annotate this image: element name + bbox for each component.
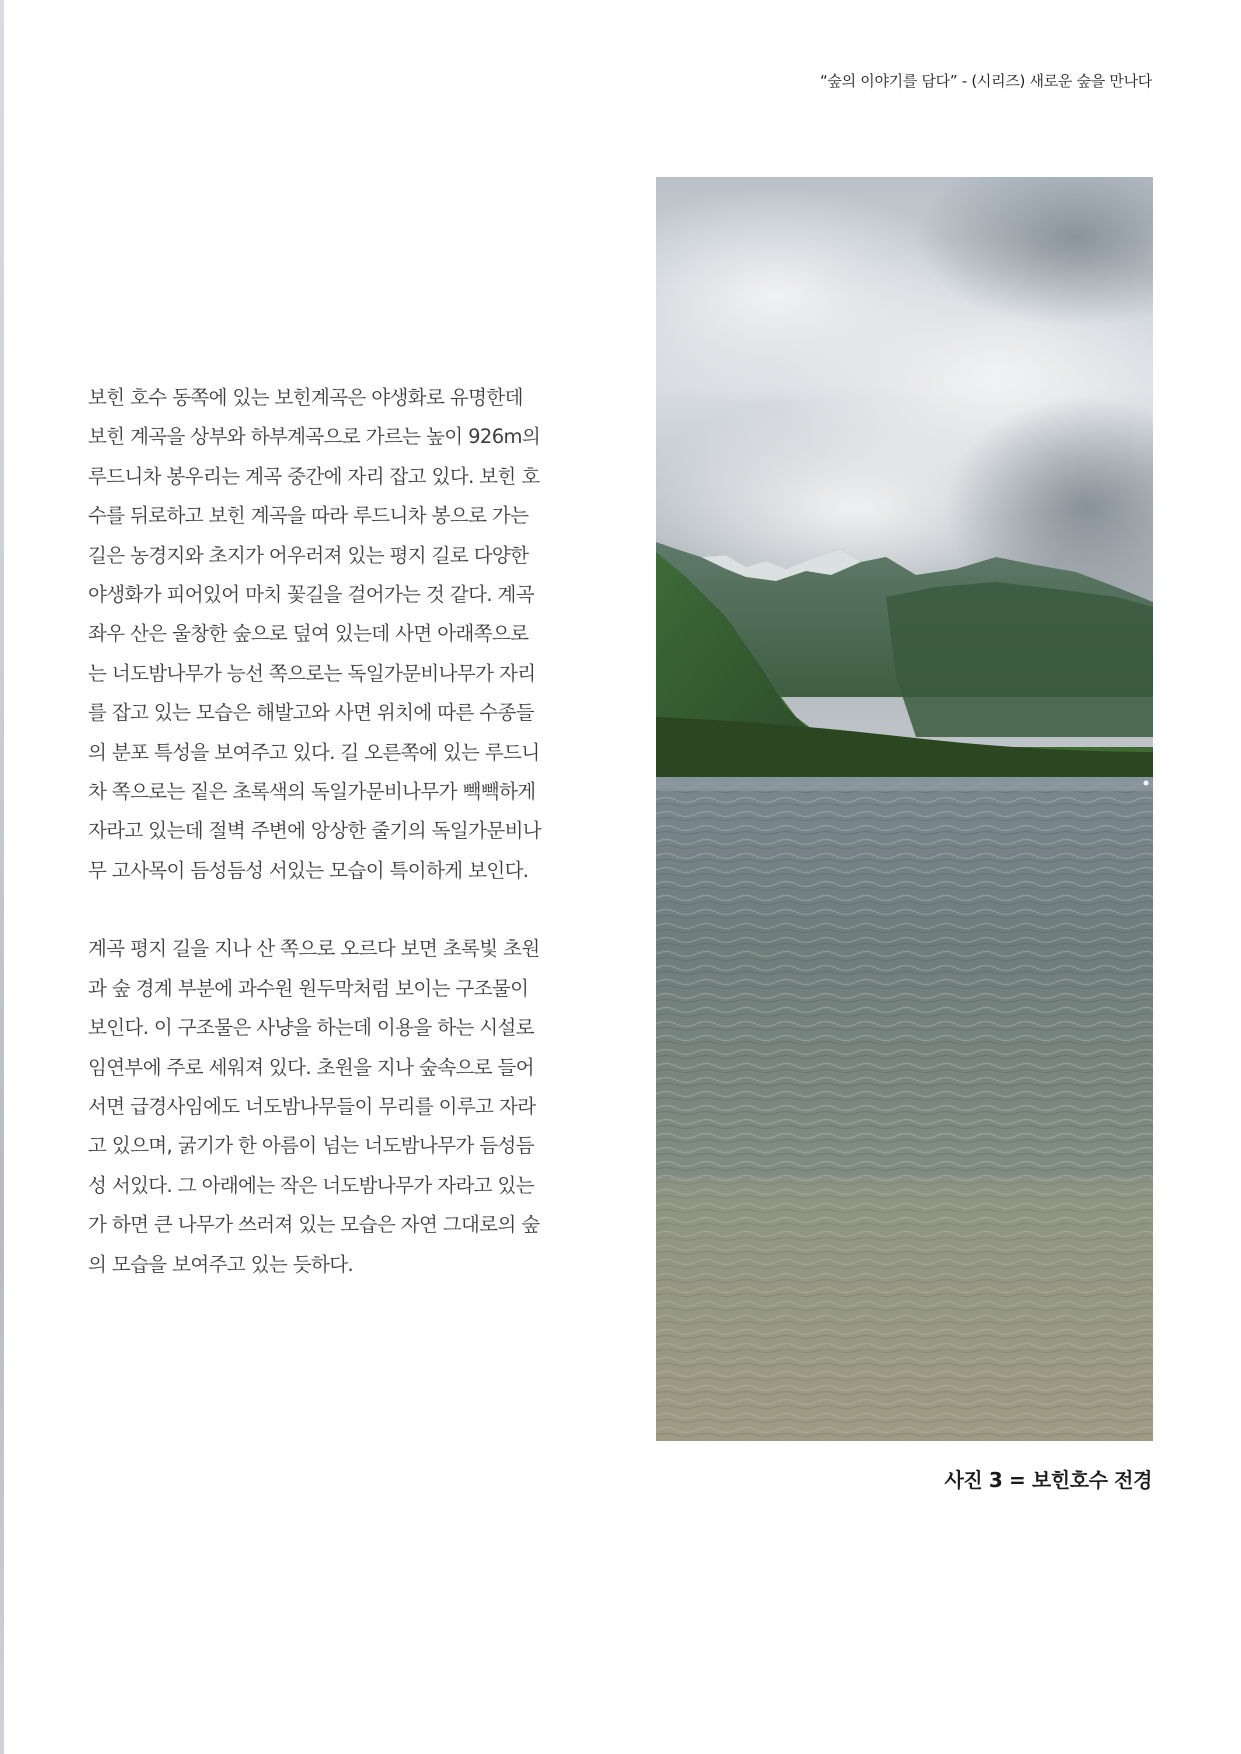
page-edge-strip <box>0 0 4 1754</box>
lake-photo <box>656 177 1153 1441</box>
article-paragraph-1: 보힌 호수 동쪽에 있는 보힌계곡은 야생화로 유명한데 보힌 계곡을 상부와 하부계곡으로 가르는 높이 926m의 루드니차 봉우리는 계곡 중간에 자리 잡고 있다. 보힌 호 수를 뒤로하고 보힌 계곡을 따라 루드니차 봉으로 가는 길은 농경지와 초지가 어우러져 있는 평지 길로 다양한 야생화가 피어있어 마치 꽃길을 걸어가는 것 같다. 계곡 좌우 산은 울창한 숲으로 덮여 있는데 사면 아래쪽으로 는 너도밤나무가 능선 쪽으로는 독일가문비나무가 자리 를 잡고 있는 모습은 해발고와 사면 위치에 따른 수종들 의 분포 특성을 보여주고 있다. 길 오른쪽에 있는 루드니 차 쪽으로는 짙은 초록색의 독일가문비나무가 빽빽하게 자라고 있는데 절벽 주변에 앙상한 줄기의 독일가문비나 무 고사목이 듬성듬성 서있는 모습이 특이하게 보인다. <box>88 386 542 882</box>
running-header: “숲의 이야기를 담다” - (시리즈) 새로운 숲을 만나다 <box>819 72 1152 90</box>
article-body <box>88 378 566 1284</box>
article-paragraph-2: 계곡 평지 길을 지나 산 쪽으로 오르다 보면 초록빛 초원 과 숲 경계 부분에 과수원 원두막처럼 보이는 구조물이 보인다. 이 구조물은 사냥을 하는데 이용을 하는 시설로 임연부에 주로 세워져 있다. 초원을 지나 숲속으로 들어 서면 급경사임에도 너도밤나무들이 무리를 이루고 자라 고 있으며, 굵기가 한 아름이 넘는 너도밤나무가 듬성듬 성 서있다. 그 아래에는 작은 너도밤나무가 자라고 있는 가 하면 큰 나무가 쓰러져 있는 모습은 자연 그대로의 숲 의 모습을 보여주고 있는 듯하다. <box>88 937 540 1276</box>
photo-caption: 사진 3 = 보힌호수 전경 <box>944 1468 1152 1492</box>
